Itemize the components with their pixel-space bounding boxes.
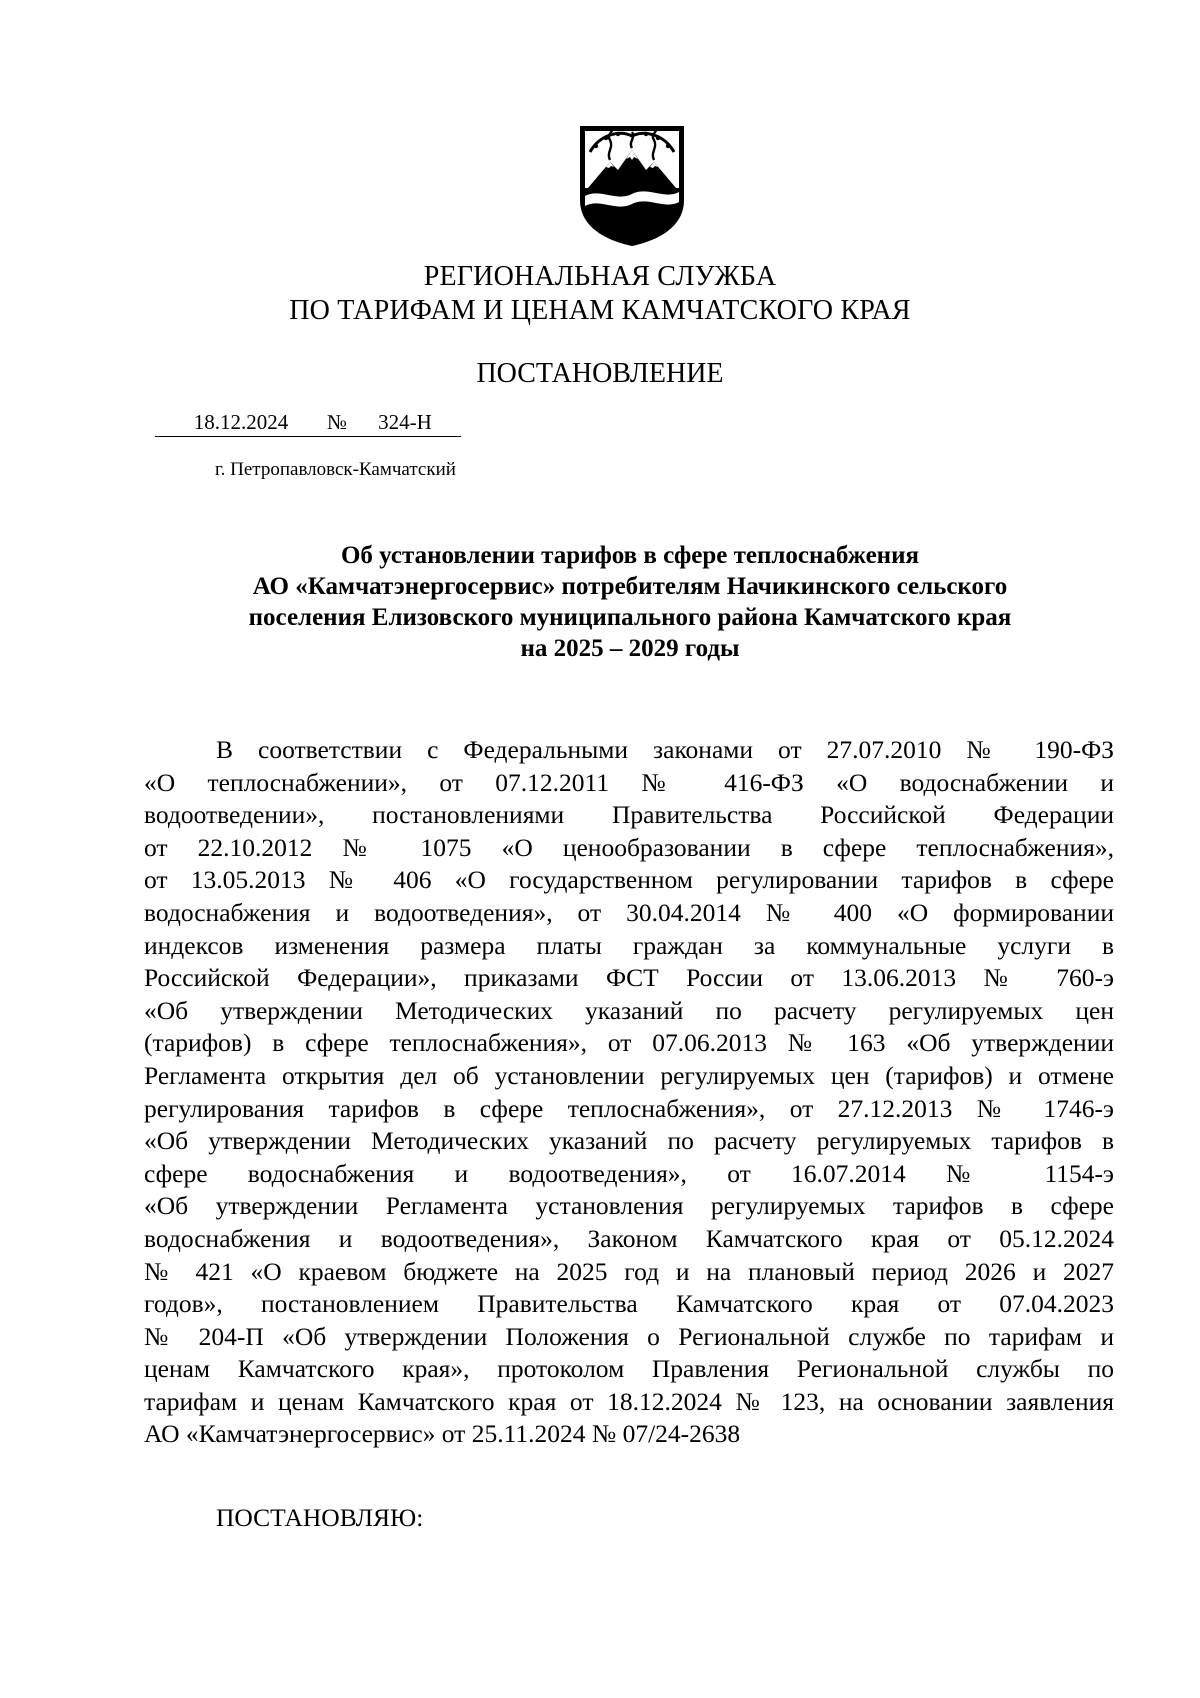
- kamchatka-coat-of-arms-icon: [576, 122, 688, 248]
- body-line: от 13.05.2013 № 406 «О государственном регулировании тарифов в сфере: [144, 865, 1114, 895]
- body-line: № 204-П «Об утверждении Положения о Региональной службе по тарифам и: [144, 1321, 1114, 1351]
- title-line: на 2025 – 2029 годы: [520, 635, 740, 662]
- body-line: «О теплоснабжении», от 07.12.2011 № 416-ФЗ «О водоснабжении и: [144, 767, 1114, 797]
- body-line: водоснабжения и водоотведения», Законом Камчатского края от 05.12.2024: [144, 1223, 1114, 1253]
- document-body: [144, 734, 1114, 1451]
- organization-name-line1: РЕГИОНАЛЬНАЯ СЛУЖБА: [423, 261, 777, 292]
- body-line: от 22.10.2012 № 1075 «О ценообразовании в сфере теплоснабжения»,: [144, 832, 1114, 862]
- title-line: Об установлении тарифов в сфере теплоснабжения: [340, 542, 920, 569]
- body-line: регулирования тарифов в сфере теплоснабжения», от 27.12.2013 № 1746-э: [144, 1093, 1114, 1123]
- body-line: В соответствии с Федеральными законами от 27.07.2010 № 190-ФЗ: [216, 735, 1114, 764]
- document-type: ПОСТАНОВЛЕНИЕ: [476, 358, 724, 389]
- body-line: индексов изменения размера платы граждан за коммунальные услуги в: [144, 930, 1114, 960]
- body-line: (тарифов) в сфере теплоснабжения», от 07.06.2013 № 163 «Об утверждении: [144, 1028, 1114, 1058]
- document-city: г. Петропавловск-Камчатский: [215, 459, 456, 480]
- body-line: Российской Федерации», приказами ФСТ России от 13.06.2013 № 760-э: [144, 963, 1114, 993]
- body-line: АО «Камчатэнергосервис» от 25.11.2024 № 07/24-2638: [144, 1419, 741, 1449]
- title-line: АО «Камчатэнергосервис» потребителям Начикинского сельского: [252, 573, 1008, 600]
- resolution-heading: ПОСТАНОВЛЯЮ:: [216, 1503, 424, 1532]
- body-line: сфере водоснабжения и водоотведения», от 16.07.2014 № 1154-э: [144, 1158, 1114, 1188]
- document-meta: [155, 409, 461, 437]
- document-title: [150, 540, 1110, 664]
- document-number: 324-Н: [349, 409, 461, 437]
- document-date: 18.12.2024: [155, 409, 327, 437]
- body-line: «Об утверждении Методических указаний по расчету регулируемых цен: [144, 995, 1114, 1025]
- body-line: № 421 «О краевом бюджете на 2025 год и на плановый период 2026 и 2027: [144, 1256, 1114, 1286]
- body-line: водоснабжения и водоотведения», от 30.04.2014 № 400 «О формировании: [144, 897, 1114, 927]
- body-line: тарифам и ценам Камчатского края от 18.12.2024 № 123, на основании заявления: [144, 1386, 1114, 1416]
- body-line: «Об утверждении Методических указаний по расчету регулируемых тарифов в: [144, 1126, 1114, 1156]
- title-line: поселения Елизовского муниципального района Камчатского края: [248, 604, 1012, 631]
- body-line: водоотведении», постановлениями Правительства Российской Федерации: [144, 800, 1114, 830]
- body-line: «Об утверждении Регламента установления регулируемых тарифов в сфере: [144, 1191, 1114, 1221]
- organization-name-line2: ПО ТАРИФАМ И ЦЕНАМ КАМЧАТСКОГО КРАЯ: [289, 295, 911, 326]
- body-line: ценам Камчатского края», протоколом Правления Региональной службы по: [144, 1354, 1114, 1384]
- number-sign: №: [327, 409, 349, 437]
- body-line: Регламента открытия дел об установлении регулируемых цен (тарифов) и отмене: [144, 1060, 1114, 1090]
- body-line: годов», постановлением Правительства Камчатского края от 07.04.2023: [144, 1289, 1114, 1319]
